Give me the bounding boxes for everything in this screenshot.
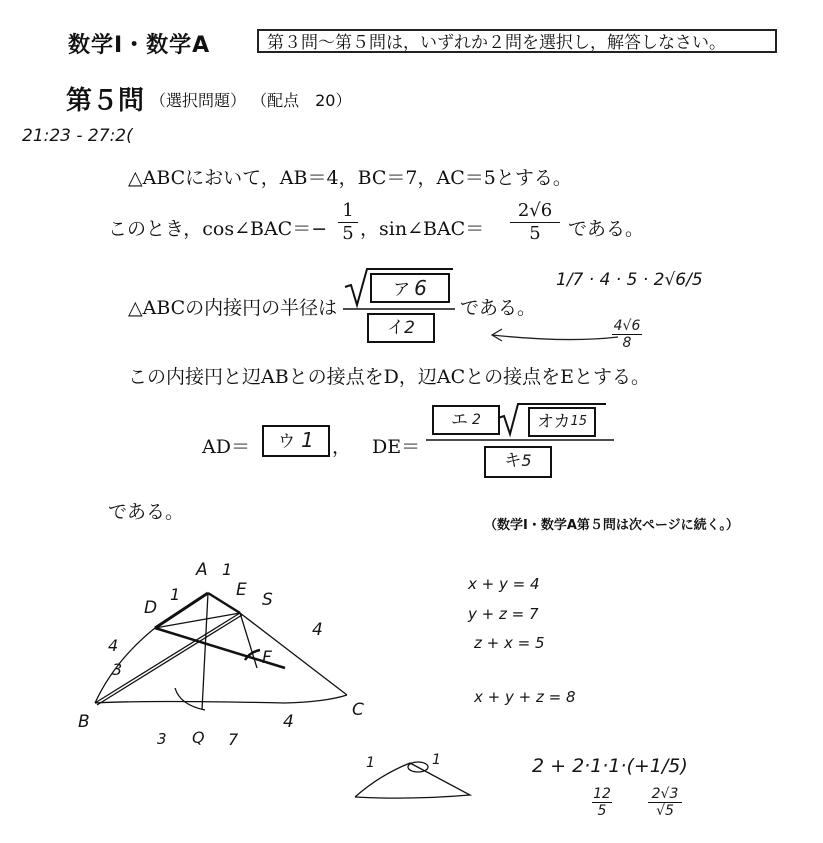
answer-box-ki[interactable]: キ5 (484, 446, 552, 478)
cos-sin-prefix: このとき，cos∠BAC＝− (108, 218, 328, 240)
vertex-b-label: B (78, 712, 90, 732)
handwritten-time: 21:23 - 27:2( (22, 126, 133, 146)
vertex-c-label: C (352, 700, 364, 720)
answer-box-oka[interactable]: オカ$^{15}$ (528, 407, 596, 437)
edge-label: 3 (157, 730, 167, 748)
edge-label: 4 (312, 620, 323, 640)
note-equation: x + y = 4 (468, 575, 540, 593)
edge-label: 1 (222, 560, 233, 579)
edge-label: 1 (432, 752, 441, 768)
subject-heading: 数学Ⅰ・数学A (68, 33, 211, 58)
answer-box-u[interactable]: ウ 1 (262, 425, 330, 457)
edge-label: S (262, 590, 273, 610)
note-equation: z + x = 5 (474, 634, 545, 652)
edge-label: 3 (112, 660, 123, 679)
answer-box-a[interactable]: ア 6 (370, 273, 450, 303)
ad-label: AD＝ (202, 436, 250, 458)
arrow-left-icon (488, 325, 628, 345)
vertex-d-label: D (144, 598, 158, 618)
edge-label: 4 (108, 636, 119, 655)
sin-label: ，sin∠BAC＝ (360, 218, 485, 240)
note-radius-calc: 1/7 · 4 · 5 · 2√6/5 (556, 270, 703, 290)
question-points: （配点 20） (251, 91, 352, 110)
note-result-fraction: 12 5 (593, 786, 611, 819)
continued-note: （数学Ⅰ・数学A第５問は次ページに続く。） (484, 518, 739, 533)
answer-box-i[interactable]: イ2 (367, 313, 435, 343)
sentence-end: である。 (108, 501, 185, 523)
sentence-end: である。 (568, 218, 645, 240)
vertex-a-label: A (196, 560, 208, 580)
note-result-fraction: 2√3 √5 (648, 786, 682, 819)
triangle-sketch-icon (85, 560, 385, 750)
edge-label: 1 (170, 585, 181, 604)
instruction-box: 第３問～第５問は，いずれか２問を選択し，解答しなさい。 (257, 29, 777, 53)
cos-fraction: 1 5 (338, 200, 358, 245)
edge-label: Q (192, 728, 205, 747)
de-label: DE＝ (372, 436, 421, 458)
inradius-prefix: △ABCの内接円の半径は (128, 297, 338, 319)
answer-box-e[interactable]: エ $^2$ (432, 405, 500, 435)
note-equation: x + y + z = 8 (474, 688, 576, 706)
tangent-points-statement: この内接円と辺ABとの接点をD，辺ACとの接点をEとする。 (128, 366, 651, 388)
sentence-end: である。 (460, 297, 537, 319)
edge-label: 4 (283, 712, 294, 732)
problem-statement: △ABCにおいて，AB＝4，BC＝7，AC＝5とする。 (128, 167, 572, 189)
note-radius-result: 4√6 8 (613, 318, 641, 351)
note-cos-calc: 2 + 2·1·1·(+1/5) (532, 755, 688, 777)
comma: ， (332, 436, 352, 458)
sin-fraction: 2√6 5 (510, 200, 560, 245)
vertex-e-label: E (236, 580, 247, 600)
question-meta (150, 88, 351, 111)
question-title: 第５問 (66, 86, 145, 116)
edge-label: 7 (228, 730, 239, 749)
vertex-f-label: F (262, 648, 272, 668)
note-equation: y + z = 7 (468, 605, 539, 623)
edge-label: 1 (366, 755, 375, 771)
question-type: （選択問題） (150, 91, 247, 110)
